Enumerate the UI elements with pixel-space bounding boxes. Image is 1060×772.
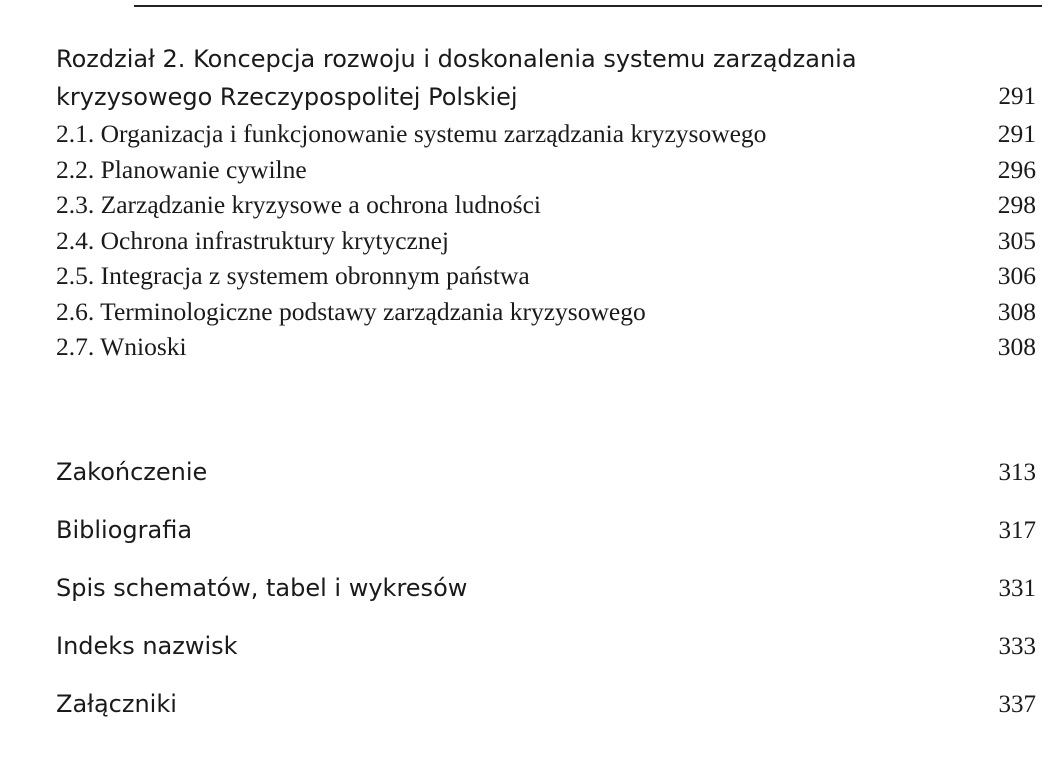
- toc-entry-zakonczenie: [56, 443, 1036, 501]
- toc-entry-label: Indeks nazwisk: [56, 631, 238, 660]
- toc-entry-label: Bibliografia: [56, 515, 193, 544]
- chapter-page-number: 291: [998, 83, 1036, 110]
- toc-entry-2-1: [56, 116, 1036, 152]
- toc-entry-page: 305: [997, 225, 1036, 255]
- toc-entry-page: 331: [998, 574, 1036, 602]
- toc-entry-label: 2.7. Wnioski: [56, 332, 187, 361]
- section-list: [56, 116, 1036, 365]
- chapter-title-line-1: Rozdział 2. Koncepcja rozwoju i doskonalenia systemu zarządzania: [56, 45, 857, 73]
- toc-entry-2-5: [56, 258, 1036, 294]
- toc-entry-2-4: [56, 223, 1036, 259]
- toc-entry-page: 333: [998, 632, 1036, 660]
- toc-entry-label: 2.4. Ochrona infrastruktury krytycznej: [56, 225, 449, 255]
- toc-entry-bibliografia: [56, 501, 1036, 559]
- toc-entry-page: 308: [997, 296, 1036, 326]
- toc-entry-page: 296: [997, 154, 1036, 184]
- toc-entry-indeks-nazwisk: [56, 617, 1036, 675]
- toc-entry-page: 308: [997, 332, 1036, 361]
- toc-entry-2-2: [56, 152, 1036, 188]
- toc-entry-page: 317: [998, 516, 1036, 544]
- toc-entry-2-7: [56, 329, 1036, 365]
- table-of-contents: [56, 40, 1036, 733]
- toc-entry-page: 313: [998, 458, 1036, 486]
- toc-entry-label: 2.5. Integracja z systemem obronnym państwa: [56, 261, 530, 290]
- chapter-heading: [56, 40, 1036, 116]
- backmatter-list: [56, 443, 1036, 733]
- toc-entry-page: 291: [997, 119, 1036, 148]
- toc-entry-page: 306: [997, 261, 1036, 290]
- chapter-title-line-2: kryzysowego Rzeczypospolitej Polskiej: [56, 83, 518, 111]
- toc-entry-label: 2.6. Terminologiczne podstawy zarządzania kryzysowego: [56, 296, 646, 326]
- toc-entry-page: 337: [998, 690, 1036, 718]
- header-rule: [134, 5, 1042, 7]
- toc-entry-2-3: [56, 187, 1036, 223]
- toc-entry-spis-schematow: [56, 559, 1036, 617]
- toc-entry-label: Zakończenie: [56, 457, 208, 486]
- toc-entry-zalaczniki: [56, 675, 1036, 733]
- toc-entry-label: 2.1. Organizacja i funkcjonowanie systemu zarządzania kryzysowego: [56, 119, 767, 148]
- toc-entry-label: Spis schematów, tabel i wykresów: [56, 573, 468, 602]
- toc-entry-label: 2.3. Zarządzanie kryzysowe a ochrona ludności: [56, 190, 542, 219]
- toc-entry-page: 298: [997, 190, 1036, 219]
- toc-entry-2-6: [56, 294, 1036, 330]
- toc-entry-label: Załączniki: [56, 689, 177, 718]
- toc-entry-label: 2.2. Planowanie cywilne: [56, 154, 307, 184]
